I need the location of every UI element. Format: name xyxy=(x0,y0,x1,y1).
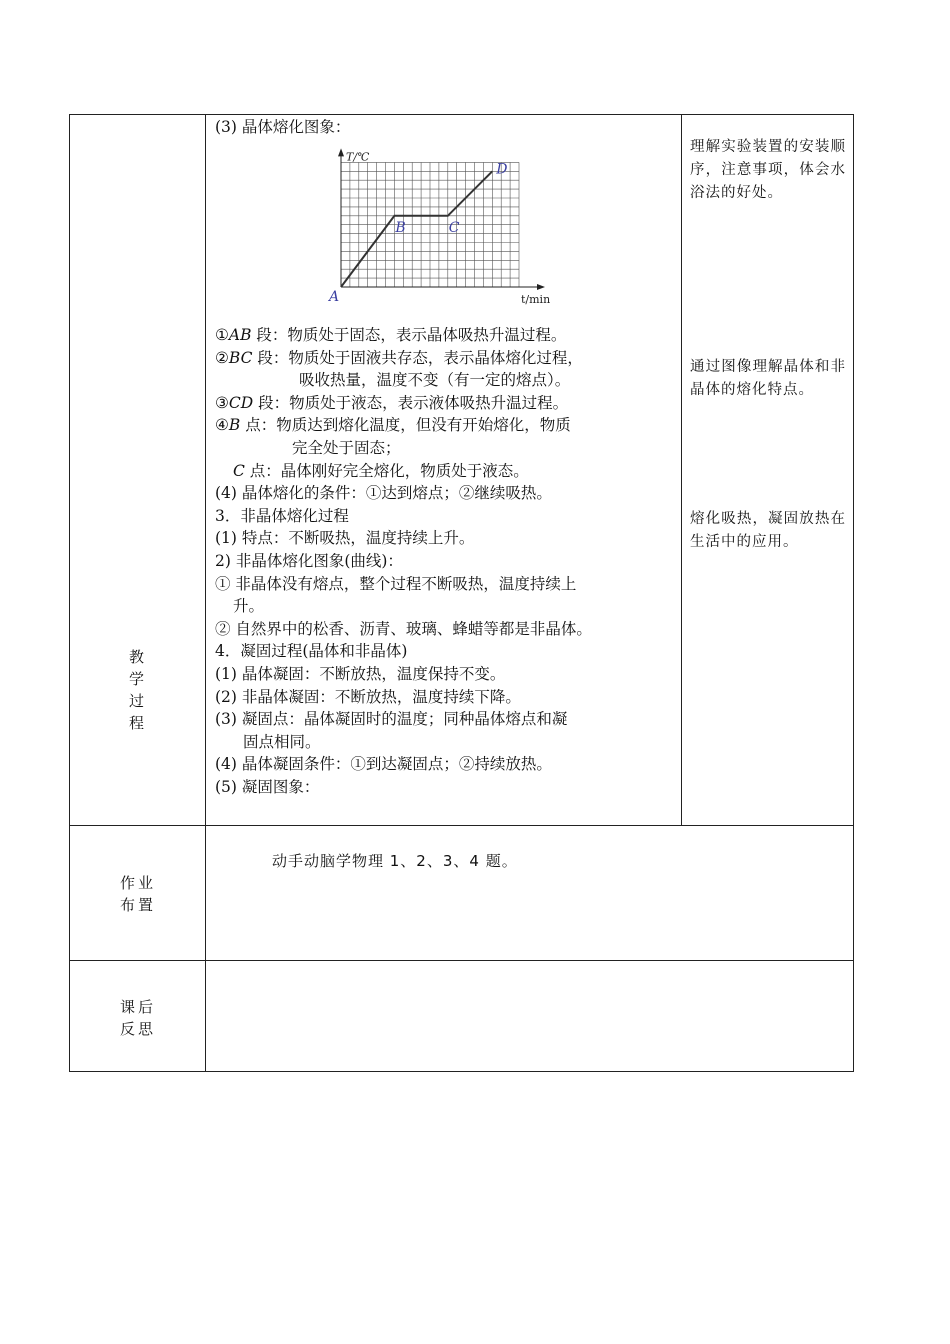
note-graph-understanding: 通过图像理解晶体和非晶体的熔化特点。 xyxy=(690,359,846,398)
homework-text: 动手动脑学物理 1、2、3、4 题。 xyxy=(272,852,518,870)
table-left-border xyxy=(69,114,70,1072)
teaching-process-label xyxy=(70,646,206,734)
point-label-c: C xyxy=(448,219,460,236)
bc-segment-continued: 吸收热量，温度不变（有一定的熔点）。 xyxy=(299,371,571,390)
point-label-b: B xyxy=(395,219,406,236)
point-label: C xyxy=(233,461,245,480)
notes-column-divider xyxy=(681,114,682,826)
graph-heading: (3) 晶体熔化图象： xyxy=(215,118,351,136)
amorphous-point-2: ② 自然界中的松香、沥青、玻璃、蜂蜡等都是非晶体。 xyxy=(215,619,592,638)
label-line: 反思 xyxy=(119,1020,156,1038)
cd-segment-line: ③CD 段：物质处于液态，表示液体吸热升温过程。 xyxy=(215,393,569,412)
label-line: 布置 xyxy=(119,896,156,914)
solidify-line-3: (3) 凝固点：晶体凝固时的温度；同种晶体熔点和凝 xyxy=(215,710,568,729)
label-line: 课后 xyxy=(119,998,156,1016)
bc-segment-line: ②BC 段：物质处于固液共存态，表示晶体熔化过程， xyxy=(215,348,583,367)
amorphous-graph-line: 2) 非晶体熔化图象(曲线)： xyxy=(215,551,403,570)
segment-label: AB xyxy=(228,326,252,344)
table-bottom-border xyxy=(69,1071,854,1072)
y-axis-arrow xyxy=(338,148,344,156)
point-label-a: A xyxy=(329,289,340,305)
reflection-label xyxy=(70,996,206,1040)
x-axis-label: t/min xyxy=(521,293,551,306)
label-char: 程 xyxy=(128,714,147,732)
row-divider-homework xyxy=(69,825,854,826)
y-axis-label: T/℃ xyxy=(346,150,370,164)
row-divider-reflection xyxy=(69,960,854,961)
segment-label: CD xyxy=(228,393,254,412)
c-point-line: C 点：晶体刚好完全熔化，物质处于液态。 xyxy=(233,461,529,480)
teaching-content xyxy=(215,116,675,139)
label-char: 过 xyxy=(128,692,147,710)
segment-label: BC xyxy=(228,348,253,367)
table-right-border xyxy=(853,114,854,1072)
section-3-heading: 3．非晶体熔化过程 xyxy=(215,506,349,525)
table-top-border xyxy=(69,114,854,115)
solidify-line-2: (2) 非晶体凝固：不断放热，温度持续下降。 xyxy=(215,687,521,706)
melting-curve xyxy=(341,171,492,287)
amorphous-feature-line: (1) 特点：不断吸热，温度持续上升。 xyxy=(215,529,475,548)
section-4-heading: 4．凝固过程(晶体和非晶体) xyxy=(215,642,408,661)
point-label: B xyxy=(228,416,241,435)
label-column-divider xyxy=(205,114,206,1072)
point-label-d: D xyxy=(496,161,508,178)
solidify-line-3-continued: 固点相同。 xyxy=(243,732,321,751)
melting-condition-line: (4) 晶体熔化的条件：①达到熔点；②继续吸热。 xyxy=(215,484,552,503)
amorphous-point-1: ① 非晶体没有熔点，整个过程不断吸热，温度持续上 xyxy=(215,574,577,593)
amorphous-point-1-continued: 升。 xyxy=(233,597,265,616)
homework-label xyxy=(70,872,206,916)
note-application: 熔化吸热，凝固放热在生活中的应用。 xyxy=(690,511,846,550)
x-axis-arrow xyxy=(537,284,545,290)
ab-segment-line: ①AB 段：物质处于固态，表示晶体吸热升温过程。 xyxy=(215,326,567,344)
solidify-line-4: (4) 晶体凝固条件：①到达凝固点；②持续放热。 xyxy=(215,755,552,774)
solidify-line-1: (1) 晶体凝固：不断放热，温度保持不变。 xyxy=(215,664,506,683)
solidify-line-5: (5) 凝固图象： xyxy=(215,777,320,796)
b-point-line: ④B 点：物质达到熔化温度，但没有开始熔化，物质 xyxy=(215,416,571,435)
label-line: 作业 xyxy=(119,874,156,892)
note-apparatus: 理解实验装置的安装顺序，注意事项，体会水浴法的好处。 xyxy=(690,139,846,201)
melting-graph xyxy=(320,148,560,310)
label-char: 学 xyxy=(128,670,147,688)
b-point-continued: 完全处于固态； xyxy=(292,438,401,457)
teaching-content-body xyxy=(215,324,675,798)
label-char: 教 xyxy=(128,648,147,666)
